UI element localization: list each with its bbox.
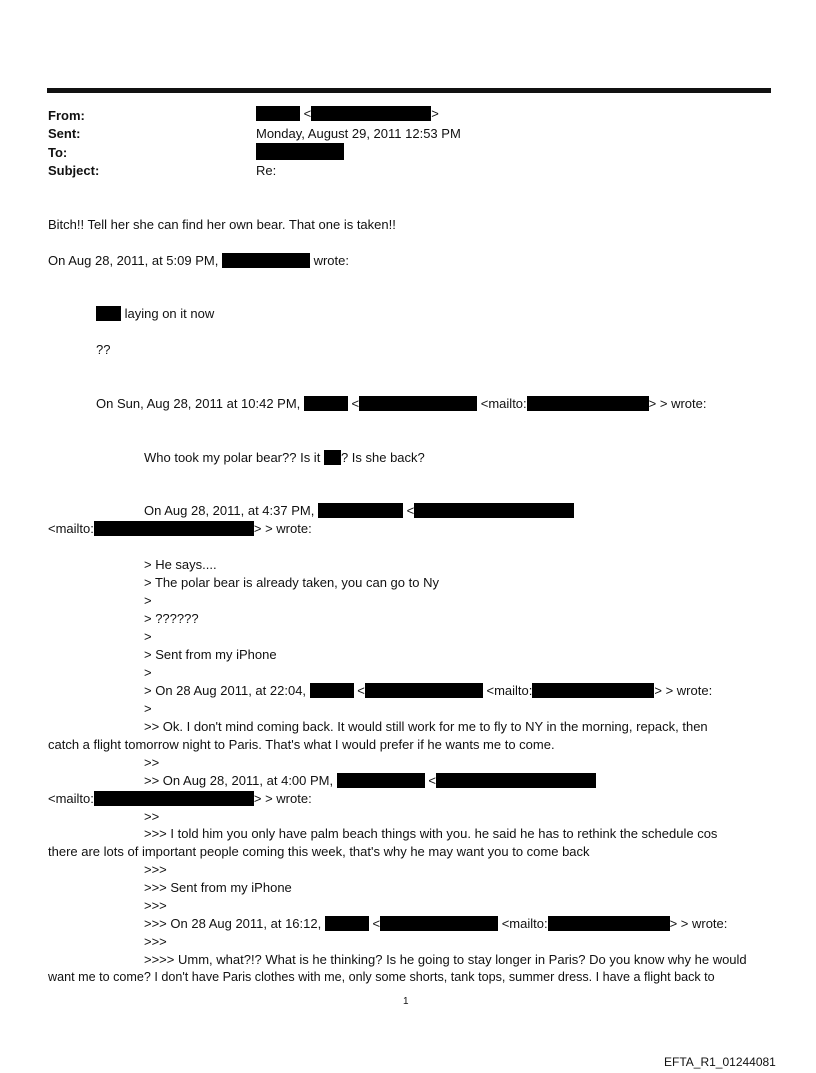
redaction-box: [256, 143, 344, 160]
quote-line: >>: [144, 755, 160, 770]
body-line: [48, 253, 349, 269]
text-segment: Who took my polar bear?? Is it: [144, 450, 321, 465]
body-line: [96, 306, 214, 322]
redaction-box: [222, 253, 310, 268]
quote-line: >: [144, 701, 152, 716]
text-segment: On Sun, Aug 28, 2011 at 10:42 PM,: [96, 396, 301, 411]
body-line: [144, 450, 425, 466]
quote-line: [48, 791, 312, 807]
text-segment: <: [372, 916, 381, 931]
redaction-box: [94, 521, 254, 536]
quote-line: >>>: [144, 934, 167, 949]
quote-line: want me to come? I don't have Paris clothes with me, only some shorts, tank tops, summer dress. I have a flight back to: [48, 970, 715, 984]
text-segment: ? Is she back?: [340, 450, 425, 465]
body-line: Bitch!! Tell her she can find her own bear. That one is taken!!: [48, 217, 396, 232]
text-segment: laying on it now: [124, 306, 215, 321]
text-segment: > > wrote:: [669, 916, 728, 931]
quote-line: > ??????: [144, 611, 199, 626]
text-segment: > > wrote:: [648, 396, 707, 411]
quote-line: > Sent from my iPhone: [144, 647, 277, 662]
text-segment: > On 28 Aug 2011, at 22:04,: [144, 683, 307, 698]
text-segment: <mailto:: [480, 396, 527, 411]
text-segment: > > wrote:: [253, 521, 312, 536]
from-bracket-open: <: [303, 106, 312, 121]
subject-value: Re:: [256, 163, 277, 178]
redaction-box: [527, 396, 649, 411]
quote-line: [144, 773, 596, 789]
redaction-box: [414, 503, 574, 518]
text-segment: > > wrote:: [253, 791, 312, 806]
redaction-box: [311, 106, 431, 121]
quote-line: >>>: [144, 898, 167, 913]
redaction-box: [359, 396, 477, 411]
subject-label: Subject:: [48, 163, 100, 178]
text-segment: <mailto:: [48, 791, 94, 806]
redaction-box: [532, 683, 654, 698]
body-line: ??: [96, 342, 111, 357]
text-segment: <: [357, 683, 365, 698]
text-segment: <mailto:: [48, 521, 94, 536]
redaction-box: [256, 106, 300, 121]
body-line: [96, 396, 706, 412]
redaction-box: [436, 773, 596, 788]
redaction-box: [96, 306, 121, 321]
to-value: [256, 143, 344, 161]
redaction-box: [310, 683, 354, 698]
quote-line: [144, 916, 727, 932]
redaction-box: [304, 396, 348, 411]
quote-line: [144, 683, 712, 699]
document-id: EFTA_R1_01244081: [664, 1055, 776, 1069]
redaction-box: [318, 503, 403, 518]
text-segment: On Aug 28, 2011, at 4:37 PM,: [144, 503, 315, 518]
text-segment: <: [428, 773, 436, 788]
quote-line: >> Ok. I don't mind coming back. It would still work for me to fly to NY in the morning, repack, then: [144, 719, 708, 734]
body-line: [48, 521, 312, 537]
text-segment: On Aug 28, 2011, at 5:09 PM,: [48, 253, 219, 268]
text-segment: >>> On 28 Aug 2011, at 16:12,: [144, 916, 322, 931]
sent-label: Sent:: [48, 126, 81, 141]
quote-line: >: [144, 593, 152, 608]
page-number: 1: [403, 996, 409, 1007]
quote-line: > The polar bear is already taken, you can go to Ny: [144, 575, 439, 590]
redaction-box: [325, 916, 369, 931]
quote-line: >>: [144, 809, 160, 824]
text-segment: <: [406, 503, 415, 518]
redaction-box: [548, 916, 670, 931]
text-segment: <mailto:: [486, 683, 533, 698]
to-label: To:: [48, 145, 68, 160]
sent-value: Monday, August 29, 2011 12:53 PM: [256, 126, 461, 141]
text-segment: > > wrote:: [654, 683, 713, 698]
quote-line: >>>: [144, 862, 167, 877]
redaction-box: [337, 773, 425, 788]
header-rule: [47, 88, 771, 93]
from-bracket-close: >: [431, 106, 439, 121]
quote-line: >: [144, 665, 152, 680]
quote-line: >>> Sent from my iPhone: [144, 880, 292, 895]
redaction-box: [94, 791, 254, 806]
quote-line: >>>> Umm, what?!? What is he thinking? Is he going to stay longer in Paris? Do you know why he would: [144, 952, 747, 967]
text-segment: <: [351, 396, 360, 411]
text-segment: wrote:: [313, 253, 349, 268]
redaction-box: [365, 683, 483, 698]
from-value: [256, 106, 439, 122]
body-line: [144, 503, 574, 519]
text-segment: >> On Aug 28, 2011, at 4:00 PM,: [144, 773, 334, 788]
quote-line: there are lots of important people coming this week, that's why he may want you to come back: [48, 844, 590, 859]
quote-line: catch a flight tomorrow night to Paris. That's what I would prefer if he wants me to come.: [48, 737, 555, 752]
redaction-box: [324, 450, 341, 465]
quote-line: > He says....: [144, 557, 217, 572]
text-segment: <mailto:: [501, 916, 548, 931]
quote-line: >: [144, 629, 152, 644]
redaction-box: [380, 916, 498, 931]
quote-line: >>> I told him you only have palm beach things with you. he said he has to rethink the schedule cos: [144, 826, 718, 841]
from-label: From:: [48, 108, 85, 123]
